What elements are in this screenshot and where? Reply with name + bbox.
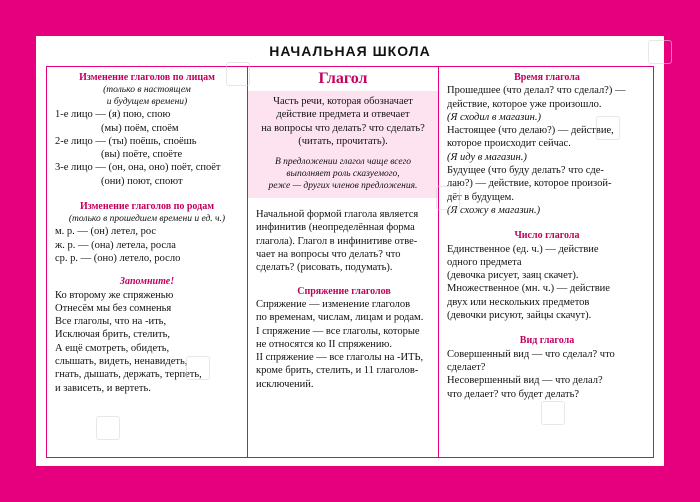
definition-line: (читать, прочитать). bbox=[298, 135, 388, 147]
header bbox=[36, 36, 664, 66]
aspect-line: сделает? bbox=[447, 361, 486, 373]
definition-box bbox=[248, 91, 438, 198]
persons-line: (они) поют, споют bbox=[101, 175, 183, 187]
number-line: (девочка рисует, заяц скачет). bbox=[447, 270, 579, 282]
tense-line: Прошедшее (что делал? что сделал?) — bbox=[447, 85, 626, 97]
tense-line: которое происходит сейчас. bbox=[447, 138, 571, 150]
remember-title: Запомните! bbox=[119, 276, 175, 288]
conjugation-line: кроме брить, стелить, и 11 глаголов- bbox=[256, 365, 419, 377]
persons-line: 3-е лицо — (он, она, оно) поёт, споёт bbox=[55, 162, 221, 174]
poem-line: Все глаголы, что на -ить, bbox=[55, 316, 167, 328]
infinitive-line: инфинитив (неопределённая форма bbox=[256, 222, 415, 234]
conjugation-line: по временам, числам, лицам и родам. bbox=[256, 312, 424, 324]
number-line: двух или нескольких предметов bbox=[447, 296, 590, 308]
main-heading: Глагол bbox=[318, 70, 368, 87]
genders-line: ж. р. — (она) летела, росла bbox=[55, 239, 176, 251]
publisher-logo-icon bbox=[186, 356, 210, 380]
poem-line: слышать, видеть, ненавидеть, bbox=[55, 356, 188, 368]
publisher-logo-icon bbox=[436, 186, 460, 210]
publisher-logo-icon bbox=[96, 416, 120, 440]
number-line: (девочки рисуют, зайцы скачут). bbox=[447, 310, 592, 322]
definition-line: на вопросы что делать? что сделать? bbox=[261, 122, 425, 134]
page-title: НАЧАЛЬНАЯ ШКОЛА bbox=[269, 43, 431, 59]
number-line: одного предмета bbox=[447, 256, 522, 268]
aspect-line: что делает? что будет делать? bbox=[447, 388, 580, 400]
tense-line: лаю?) — действие, которое произой- bbox=[447, 178, 612, 190]
publisher-logo-icon bbox=[226, 62, 250, 86]
tense-line: действие, которое уже произошло. bbox=[447, 98, 602, 110]
right-column bbox=[439, 67, 653, 457]
infinitive-line: глагола). Глагол в инфинитиве отве- bbox=[256, 235, 418, 247]
definition-line: действие предмета и отвечает bbox=[276, 109, 410, 121]
poem-line: Ко второму же спряженью bbox=[55, 289, 174, 301]
tense-title: Время глагола bbox=[514, 72, 580, 83]
persons-note-2: и будущем времени) bbox=[106, 97, 188, 108]
publisher-logo-icon bbox=[596, 116, 620, 140]
persons-title: Изменение глаголов по лицам bbox=[79, 72, 215, 83]
number-line: Множественное (мн. ч.) — действие bbox=[447, 283, 610, 295]
tense-line: (Я иду в магазин.) bbox=[447, 151, 527, 163]
conjugation-title: Спряжение глаголов bbox=[297, 285, 391, 297]
aspect-line: Совершенный вид — что сделал? что bbox=[447, 348, 615, 360]
conjugation-line: II спряжение — все глаголы на -ИТЬ, bbox=[256, 352, 424, 364]
persons-line: (вы) поёте, споёте bbox=[101, 149, 183, 161]
persons-line: 1-е лицо — (я) пою, спою bbox=[55, 109, 171, 121]
number-line: Единственное (ед. ч.) — действие bbox=[447, 243, 599, 255]
infinitive-line: сделать? (рисовать, подумать). bbox=[256, 262, 393, 274]
tense-line: дёт в будущем. bbox=[447, 191, 514, 203]
conjugation-line: исключений. bbox=[256, 378, 314, 390]
publisher-logo-icon bbox=[648, 40, 672, 64]
persons-line: 2-е лицо — (ты) поёшь, споёшь bbox=[55, 135, 197, 147]
definition-note: реже — других членов предложения. bbox=[268, 181, 418, 192]
genders-title: Изменение глаголов по родам bbox=[79, 201, 215, 213]
definition-line: Часть речи, которая обозначает bbox=[273, 96, 413, 107]
aspect-line: Несовершенный вид — что делал? bbox=[447, 375, 603, 387]
definition-note: В предложении глагол чаще всего bbox=[274, 157, 412, 168]
publisher-logo-icon bbox=[541, 401, 565, 425]
tense-line: Настоящее (что делаю?) — действие, bbox=[447, 125, 614, 137]
aspect-title: Вид глагола bbox=[519, 335, 575, 347]
infinitive-line: чает на вопросы что делать? что bbox=[256, 249, 401, 261]
tense-line: Будущее (что буду делать? что сде- bbox=[447, 165, 604, 177]
persons-line: (мы) поём, споём bbox=[101, 122, 179, 134]
tense-line: (Я схожу в магазин.) bbox=[447, 204, 541, 216]
poem-line: и зависеть, и вертеть. bbox=[55, 382, 151, 394]
poem-line: гнать, дышать, держать, терпеть, bbox=[55, 369, 202, 381]
poem-line: А ещё смотреть, обидеть, bbox=[55, 342, 170, 354]
number-title: Число глагола bbox=[514, 230, 580, 242]
conjugation-line: Спряжение — изменение глаголов bbox=[256, 298, 411, 310]
conjugation-line: не относятся ко II спряжению. bbox=[256, 338, 392, 350]
content-frame bbox=[46, 66, 654, 458]
genders-line: ср. р. — (оно) летело, росло bbox=[55, 252, 181, 264]
poem-line: Исключая брить, стелить, bbox=[55, 329, 171, 341]
genders-note: (только в прошедшем времени и ед. ч.) bbox=[68, 214, 226, 225]
poem-line: Отнесём мы без сомненья bbox=[55, 302, 172, 314]
left-column bbox=[47, 67, 245, 457]
infinitive-line: Начальной формой глагола является bbox=[256, 209, 419, 221]
middle-column bbox=[247, 67, 439, 457]
definition-note: выполняет роль сказуемого, bbox=[286, 169, 400, 180]
tense-line: (Я сходил в магазин.) bbox=[447, 111, 541, 123]
genders-line: м. р. — (он) летел, рос bbox=[55, 226, 157, 238]
poster-sheet bbox=[36, 36, 664, 466]
persons-note-1: (только в настоящем bbox=[103, 85, 191, 96]
conjugation-line: I спряжение — все глаголы, которые bbox=[256, 325, 420, 337]
